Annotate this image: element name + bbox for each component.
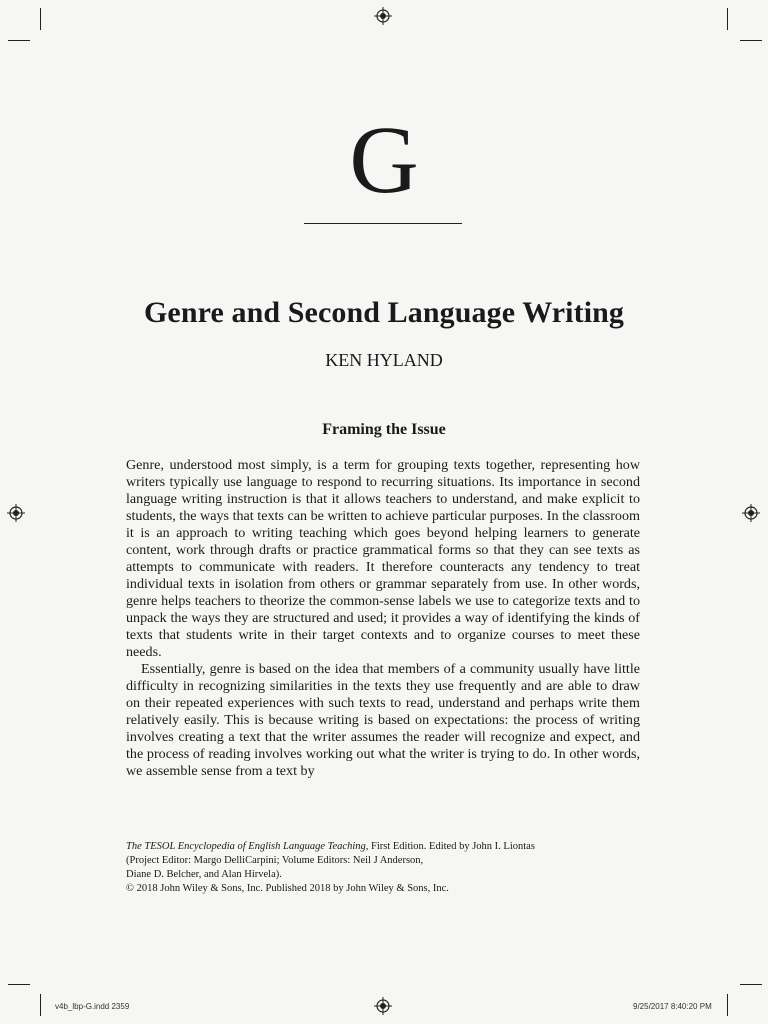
- registration-mark-bottom-icon: [374, 997, 392, 1015]
- footnote-copyright: © 2018 John Wiley & Sons, Inc. Published 2018 by John Wiley & Sons, Inc.: [126, 883, 449, 894]
- chapter-divider: [304, 223, 462, 224]
- crop-mark-bl-h: [8, 984, 30, 985]
- footnote-editors-1: (Project Editor: Margo DelliCarpini; Volume Editors: Neil J Anderson,: [126, 855, 424, 866]
- crop-mark-tl-h: [8, 40, 30, 41]
- crop-mark-tr-v: [727, 8, 728, 30]
- chapter-letter: G: [349, 106, 419, 213]
- crop-mark-tl-v: [40, 8, 41, 30]
- edition-line: , First Edition. Edited by John I. Liontas: [365, 841, 535, 852]
- body-text: [126, 457, 640, 780]
- paragraph-1: Genre, understood most simply, is a term for grouping texts together, representing how writers typically use language to respond to recurring situations. Its importance in second language writing instruction is that it allows teachers to understand, and make explicit to students, the ways that texts can be written to achieve particular purposes. In the classroom it is an approach to writing teaching which goes beyond helping learners to generate content, work through drafts or practice grammatical forms so that they can see texts as attempts to communicate with readers. It therefore counteracts any tendency to treat individual texts in isolation from others or grammar separately from use. In other words, genre helps teachers to theorize the common-sense labels we use to categorize texts and to unpack the ways they are structured and used; it provides a way of identifying the kinds of texts that students write in their target contexts and to organize courses to meet these needs.: [126, 457, 640, 660]
- paragraph-2: Essentially, genre is based on the idea that members of a community usually have little difficulty in recognizing similarities in the texts they use frequently and are able to draw on their repeated experiences with such texts to read, understand and perhaps write them relatively easily. This is because writing is based on expectations: the process of writing involves creating a text that the writer assumes the reader will recognize and expect, and the process of reading involves working out what the writer is trying to do. In other words, we assemble sense from a text by: [126, 661, 640, 779]
- slug-file-info: v4b_lbp-G.indd 2359: [55, 1002, 130, 1011]
- crop-mark-br-v: [727, 994, 728, 1016]
- book-title: The TESOL Encyclopedia of English Language Teaching: [126, 841, 366, 852]
- crop-mark-br-h: [740, 984, 762, 985]
- footnote-line-1: [126, 840, 646, 854]
- publication-footnote: [126, 840, 646, 896]
- footnote-editors-2: Diane D. Belcher, and Alan Hirvela).: [126, 869, 282, 880]
- crop-mark-tr-h: [740, 40, 762, 41]
- slug-timestamp: 9/25/2017 8:40:20 PM: [633, 1002, 712, 1011]
- registration-mark-top-icon: [374, 7, 392, 25]
- article-author: KEN HYLAND: [325, 350, 443, 370]
- registration-mark-left-icon: [7, 504, 25, 522]
- crop-mark-bl-v: [40, 994, 41, 1016]
- registration-mark-right-icon: [742, 504, 760, 522]
- article-title: Genre and Second Language Writing: [143, 296, 625, 329]
- section-heading: Framing the Issue: [322, 421, 446, 438]
